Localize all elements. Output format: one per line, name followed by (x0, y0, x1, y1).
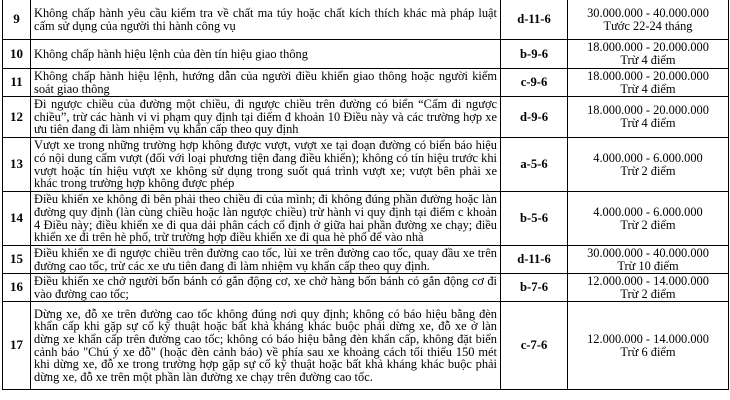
row-number: 16 (3, 274, 31, 302)
violation-description: Điều khiển xe chở người bốn bánh có gắn động cơ, xe chở hàng bốn bánh có gắn động cơ đi vào đường cao tốc; (31, 274, 501, 302)
legal-clause-code: d-11-6 (501, 246, 568, 274)
fine-cell (568, 274, 729, 302)
fine-cell (568, 192, 729, 246)
fine-cell (568, 0, 729, 40)
fine-amount: 18.000.000 - 20.000.000 (587, 40, 709, 55)
fine-amount: 4.000.000 - 6.000.000 (593, 204, 703, 219)
legal-clause-code: b-5-6 (501, 192, 568, 246)
violation-description: Không chấp hành hiệu lệnh của đèn tín hiệu giao thông (31, 40, 501, 69)
fine-amount: 30.000.000 - 40.000.000 (587, 245, 709, 260)
fine-cell (568, 40, 729, 69)
fine-cell (568, 69, 729, 97)
fine-cell (568, 138, 729, 192)
legal-clause-code: a-5-6 (501, 138, 568, 192)
fine-amount: 4.000.000 - 6.000.000 (593, 150, 703, 165)
legal-clause-code: d-9-6 (501, 97, 568, 138)
violation-description: Đi ngược chiều của đường một chiều, đi ngược chiều trên đường có biển “Cấm đi ngược chiều”, trừ các hành vi vi phạm quy định tại điểm đ khoản 10 Điều này và các trường hợp xe ưu tiên đang đi làm nhiệm vụ khẩn cấp theo quy định (31, 97, 501, 138)
row-number: 9 (3, 0, 31, 40)
row-number: 15 (3, 246, 31, 274)
additional-penalty: Trừ 4 điểm (620, 81, 676, 96)
legal-clause-code: b-7-6 (501, 274, 568, 302)
fine-amount: 18.000.000 - 20.000.000 (587, 68, 709, 83)
traffic-fines-table (2, 0, 729, 390)
violation-description: Vượt xe trong những trường hợp không được vượt, vượt xe tại đoạn đường có biển báo hiệu có nội dung cấm vượt (đối với loại phương tiện đang điều khiển); không có tín hiệu trước khi vượt hoặc tín hiệu vượt xe không sử dụng trong suốt quá trình vượt xe; vượt bên phải xe khác trong trường hợp không được phép (31, 138, 501, 192)
table-row (3, 302, 729, 390)
table-row (3, 138, 729, 192)
table-row (3, 274, 729, 302)
row-number: 14 (3, 192, 31, 246)
table-row (3, 97, 729, 138)
table-row (3, 192, 729, 246)
legal-clause-code: c-7-6 (501, 302, 568, 390)
fine-cell (568, 302, 729, 390)
legal-clause-code: d-11-6 (501, 0, 568, 40)
row-number: 17 (3, 302, 31, 390)
additional-penalty: Trừ 10 điểm (617, 258, 679, 273)
additional-penalty: Trừ 2 điểm (620, 217, 676, 232)
table-row (3, 0, 729, 40)
legal-clause-code: b-9-6 (501, 40, 568, 69)
row-number: 11 (3, 69, 31, 97)
fine-cell (568, 246, 729, 274)
table-row (3, 69, 729, 97)
table-body (3, 0, 729, 390)
row-number: 13 (3, 138, 31, 192)
table-row (3, 246, 729, 274)
violation-description: Không chấp hành hiệu lệnh, hướng dẫn của người điều khiển giao thông hoặc người kiểm soát giao thông (31, 69, 501, 97)
additional-penalty: Tước 22-24 tháng (603, 18, 693, 33)
additional-penalty: Trừ 2 điểm (620, 163, 676, 178)
fine-amount: 12.000.000 - 14.000.000 (587, 273, 709, 288)
row-number: 10 (3, 40, 31, 69)
fine-amount: 18.000.000 - 20.000.000 (587, 103, 709, 118)
additional-penalty: Trừ 4 điểm (620, 116, 676, 130)
additional-penalty: Trừ 4 điểm (620, 53, 676, 67)
violation-description: Dừng xe, đỗ xe trên đường cao tốc không đúng nơi quy định; không có báo hiệu bằng đèn khẩn cấp khi gặp sự cố kỹ thuật hoặc bất khả kháng khác buộc phải dừng xe, đỗ xe ở làn dừng xe khẩn cấp trên đường cao tốc; không có báo hiệu bằng đèn khẩn cấp, không đặt biển cảnh báo "Chú ý xe đỗ" (hoặc đèn cảnh báo) về phía sau xe khoảng cách tối thiểu 150 mét khi dừng xe, đỗ xe trong trường hợp gặp sự cố kỹ thuật hoặc bất khả kháng khác buộc phải dừng xe, đỗ xe trên một phần làn đường xe chạy trên đường cao tốc. (31, 302, 501, 390)
violation-description: Không chấp hành yêu cầu kiểm tra về chất ma túy hoặc chất kích thích khác mà pháp luật cấm sử dụng của người thi hành công vụ (31, 0, 501, 40)
fine-cell (568, 97, 729, 138)
fine-amount: 30.000.000 - 40.000.000 (587, 5, 709, 20)
additional-penalty: Trừ 6 điểm (620, 344, 676, 359)
additional-penalty: Trừ 2 điểm (620, 286, 676, 301)
violation-description: Điều khiển xe đi ngược chiều trên đường cao tốc, lùi xe trên đường cao tốc, quay đầu xe trên đường cao tốc, trừ các xe ưu tiên đang đi làm nhiệm vụ khẩn cấp theo quy định. (31, 246, 501, 274)
table-row (3, 40, 729, 69)
fine-amount: 12.000.000 - 14.000.000 (587, 331, 709, 346)
violation-description: Điều khiển xe không đi bên phải theo chiều đi của mình; đi không đúng phần đường hoặc làn đường quy định (làn cùng chiều hoặc làn ngược chiều) trừ hành vi quy định tại điểm c khoản 4 Điều này; điều khiển xe đi qua dải phân cách cố định ở giữa hai phần đường xe chạy; điều khiển xe đi trên hè phố, trừ trường hợp điều khiển xe đi qua hè phố để vào nhà (31, 192, 501, 246)
legal-clause-code: c-9-6 (501, 69, 568, 97)
row-number: 12 (3, 97, 31, 138)
